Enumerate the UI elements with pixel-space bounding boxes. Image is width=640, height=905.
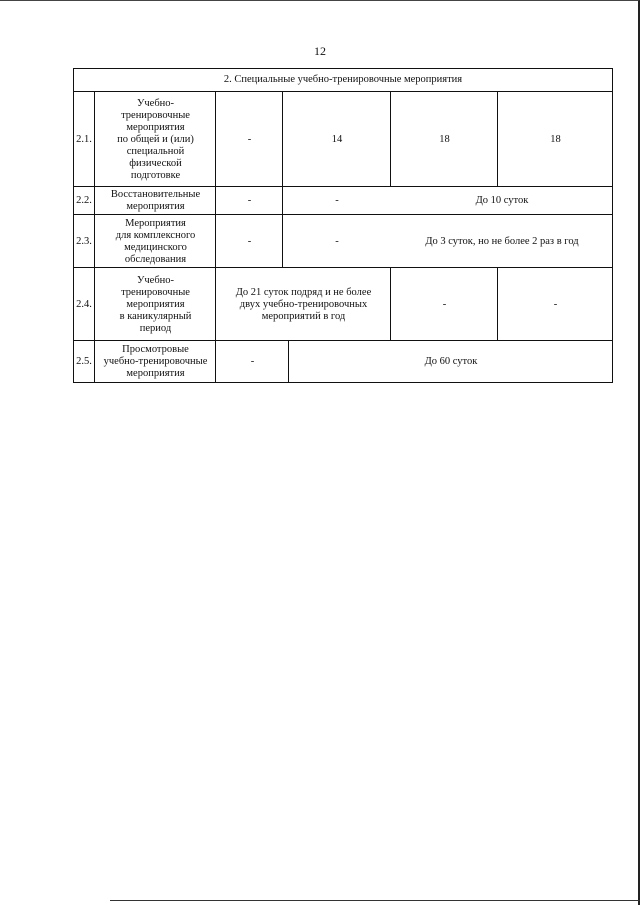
merged-value-cell <box>216 268 391 341</box>
value-cell: - <box>335 235 339 247</box>
merged-value-line: двух учебно-тренировочных <box>239 298 368 310</box>
event-name <box>95 187 216 215</box>
page-number: 12 <box>314 44 326 58</box>
training-events-table <box>73 68 613 383</box>
value-cell: - <box>335 195 339 206</box>
section-title: 2. Специальные учебно-тренировочные мероприятия <box>223 74 463 85</box>
value-cell: - <box>250 356 255 367</box>
event-name-line: специальной <box>126 145 185 157</box>
merged-value-cell: До 10 суток <box>475 195 529 206</box>
value-cell: - <box>247 133 252 145</box>
scan-artifact-line <box>110 900 640 901</box>
event-name-line: в каникулярный <box>119 310 192 322</box>
event-name-line: для комплексного <box>115 229 196 241</box>
event-name-line: тренировочные <box>121 109 190 121</box>
row-number: 2.3. <box>76 235 92 247</box>
event-name-line: Просмотровые <box>122 344 189 355</box>
value-cell: - <box>553 298 558 310</box>
event-name-line: физической <box>129 157 182 169</box>
event-name <box>95 341 216 383</box>
event-name-line: Восстановительные <box>110 189 201 200</box>
row-number: 2.2. <box>76 195 92 206</box>
row-number: 2.4. <box>76 298 92 310</box>
event-name <box>95 268 216 341</box>
event-name-line: Мероприятия <box>125 217 186 229</box>
value-cell: - <box>442 298 447 310</box>
merged-value-line: До 21 суток подряд и не более <box>235 286 372 298</box>
event-name-line: учебно-тренировочные <box>103 356 208 367</box>
event-name-line: мероприятия <box>126 298 185 310</box>
event-name-line: по общей и (или) <box>117 133 194 145</box>
merged-value-cell: До 60 суток <box>424 356 478 367</box>
event-name-line: Учебно- <box>136 274 175 286</box>
event-name-line: медицинского <box>124 241 187 253</box>
value-cell: 18 <box>439 133 450 145</box>
value-cell: 18 <box>550 133 561 145</box>
row-number: 2.1. <box>76 133 92 145</box>
event-name-line: Учебно- <box>136 97 175 109</box>
event-name <box>95 215 216 268</box>
value-cell: - <box>247 195 252 206</box>
event-name-line: период <box>139 322 172 334</box>
event-name-line: мероприятия <box>126 201 185 212</box>
event-name-line: мероприятия <box>126 368 185 379</box>
row-number: 2.5. <box>76 356 92 367</box>
event-name-line: мероприятия <box>126 121 185 133</box>
event-name-line: обследования <box>124 253 187 265</box>
event-name-line: тренировочные <box>121 286 190 298</box>
merged-value-cell: До 3 суток, но не более 2 раз в год <box>425 235 579 247</box>
value-cell: 14 <box>331 133 343 145</box>
event-name <box>95 92 216 187</box>
event-name-line: подготовке <box>130 169 181 181</box>
merged-value-line: мероприятий в год <box>261 310 346 322</box>
value-cell: - <box>247 235 252 247</box>
